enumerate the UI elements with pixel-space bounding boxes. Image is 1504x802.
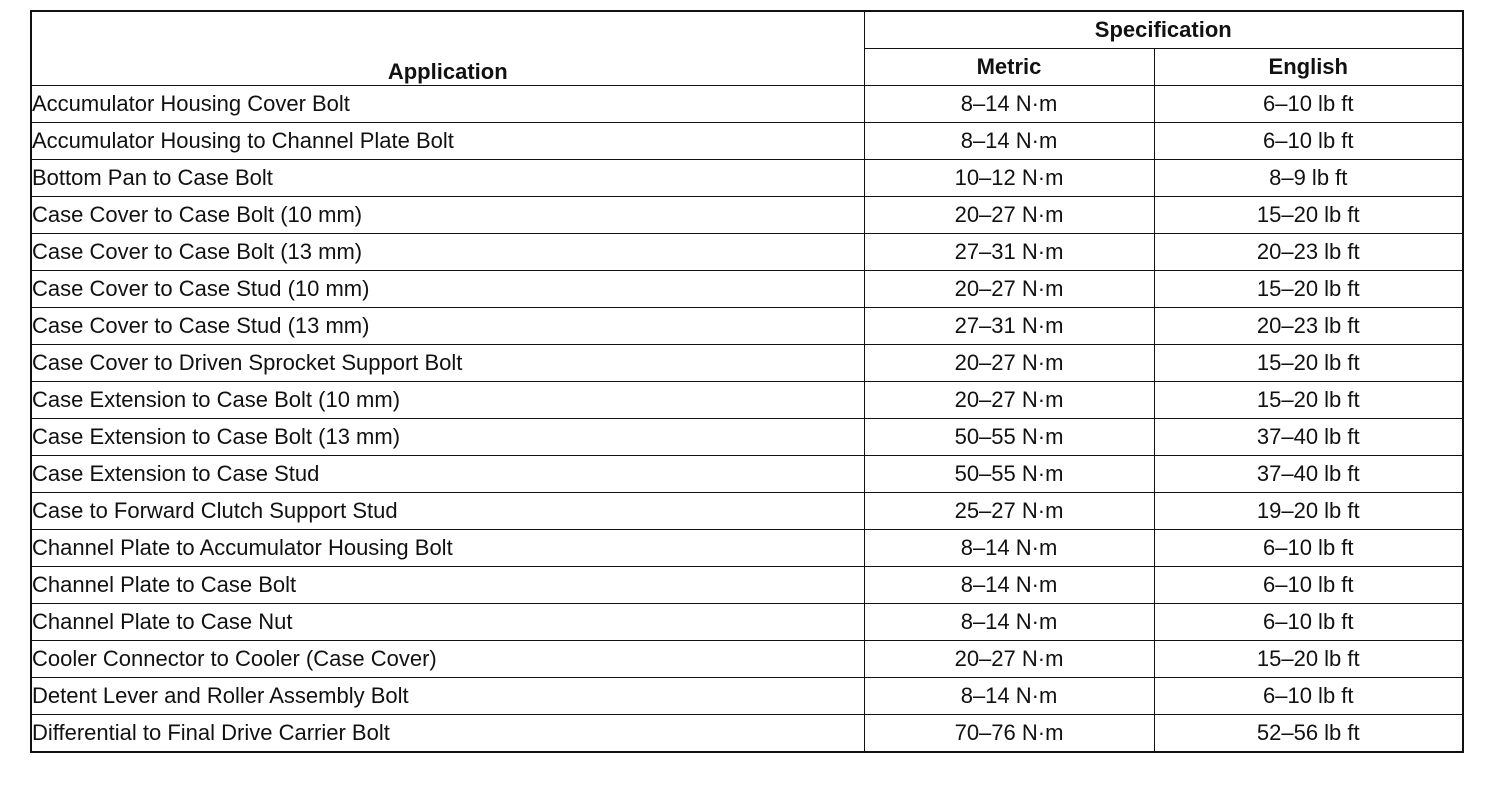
table-row (31, 567, 1463, 604)
application-cell: Case Extension to Case Stud (31, 456, 864, 493)
table-row (31, 123, 1463, 160)
table-row (31, 345, 1463, 382)
table-row (31, 678, 1463, 715)
application-cell: Case Cover to Case Bolt (10 mm) (31, 197, 864, 234)
application-column-header: Application (31, 11, 864, 86)
metric-value-cell: 8–14 N·m (864, 86, 1154, 123)
metric-value-cell: 50–55 N·m (864, 419, 1154, 456)
metric-value-cell: 20–27 N·m (864, 271, 1154, 308)
application-cell: Case Cover to Case Bolt (13 mm) (31, 234, 864, 271)
english-value-cell: 15–20 lb ft (1154, 197, 1463, 234)
english-value-cell: 15–20 lb ft (1154, 271, 1463, 308)
metric-value-cell: 8–14 N·m (864, 123, 1154, 160)
english-value-cell: 15–20 lb ft (1154, 641, 1463, 678)
application-cell: Cooler Connector to Cooler (Case Cover) (31, 641, 864, 678)
table-row (31, 604, 1463, 641)
table-row (31, 456, 1463, 493)
metric-value-cell: 20–27 N·m (864, 641, 1154, 678)
metric-value-cell: 20–27 N·m (864, 197, 1154, 234)
english-value-cell: 52–56 lb ft (1154, 715, 1463, 753)
table-row (31, 86, 1463, 123)
english-value-cell: 20–23 lb ft (1154, 234, 1463, 271)
table-row (31, 715, 1463, 753)
application-cell: Case Cover to Driven Sprocket Support Bolt (31, 345, 864, 382)
specification-group-header: Specification (864, 11, 1463, 49)
table-row (31, 271, 1463, 308)
english-value-cell: 15–20 lb ft (1154, 382, 1463, 419)
english-value-cell: 6–10 lb ft (1154, 567, 1463, 604)
english-value-cell: 6–10 lb ft (1154, 678, 1463, 715)
table-row (31, 493, 1463, 530)
application-cell: Accumulator Housing Cover Bolt (31, 86, 864, 123)
application-cell: Channel Plate to Case Bolt (31, 567, 864, 604)
metric-value-cell: 27–31 N·m (864, 234, 1154, 271)
metric-value-cell: 8–14 N·m (864, 530, 1154, 567)
english-value-cell: 6–10 lb ft (1154, 530, 1463, 567)
metric-value-cell: 20–27 N·m (864, 382, 1154, 419)
english-value-cell: 37–40 lb ft (1154, 419, 1463, 456)
metric-value-cell: 8–14 N·m (864, 567, 1154, 604)
table-row (31, 419, 1463, 456)
metric-value-cell: 20–27 N·m (864, 345, 1154, 382)
application-cell: Case Extension to Case Bolt (13 mm) (31, 419, 864, 456)
table-row (31, 160, 1463, 197)
table-body (31, 86, 1463, 753)
application-cell: Channel Plate to Accumulator Housing Bolt (31, 530, 864, 567)
application-cell: Case Cover to Case Stud (10 mm) (31, 271, 864, 308)
metric-column-header: Metric (864, 49, 1154, 86)
english-value-cell: 6–10 lb ft (1154, 123, 1463, 160)
table-row (31, 382, 1463, 419)
application-cell: Differential to Final Drive Carrier Bolt (31, 715, 864, 753)
english-column-header: English (1154, 49, 1463, 86)
metric-value-cell: 8–14 N·m (864, 678, 1154, 715)
english-value-cell: 6–10 lb ft (1154, 604, 1463, 641)
english-value-cell: 20–23 lb ft (1154, 308, 1463, 345)
table-header (31, 11, 1463, 86)
metric-value-cell: 25–27 N·m (864, 493, 1154, 530)
application-cell: Bottom Pan to Case Bolt (31, 160, 864, 197)
table-row (31, 234, 1463, 271)
metric-value-cell: 27–31 N·m (864, 308, 1154, 345)
english-value-cell: 19–20 lb ft (1154, 493, 1463, 530)
table-row (31, 308, 1463, 345)
application-cell: Case to Forward Clutch Support Stud (31, 493, 864, 530)
english-value-cell: 8–9 lb ft (1154, 160, 1463, 197)
metric-value-cell: 70–76 N·m (864, 715, 1154, 753)
application-cell: Case Extension to Case Bolt (10 mm) (31, 382, 864, 419)
fastener-spec-table (30, 10, 1464, 753)
english-value-cell: 37–40 lb ft (1154, 456, 1463, 493)
table-row (31, 197, 1463, 234)
english-value-cell: 15–20 lb ft (1154, 345, 1463, 382)
metric-value-cell: 8–14 N·m (864, 604, 1154, 641)
application-cell: Accumulator Housing to Channel Plate Bolt (31, 123, 864, 160)
metric-value-cell: 10–12 N·m (864, 160, 1154, 197)
application-cell: Channel Plate to Case Nut (31, 604, 864, 641)
table-row (31, 530, 1463, 567)
application-cell: Case Cover to Case Stud (13 mm) (31, 308, 864, 345)
metric-value-cell: 50–55 N·m (864, 456, 1154, 493)
english-value-cell: 6–10 lb ft (1154, 86, 1463, 123)
header-row-top (31, 11, 1463, 49)
table-row (31, 641, 1463, 678)
application-cell: Detent Lever and Roller Assembly Bolt (31, 678, 864, 715)
